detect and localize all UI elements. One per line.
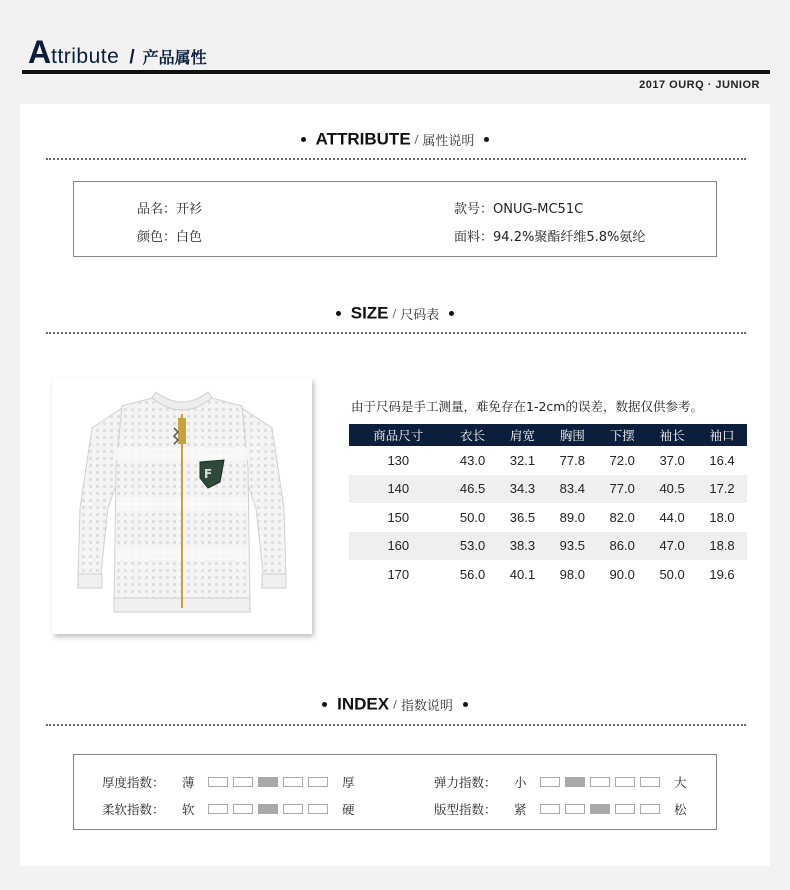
size-table-cell: 77.8 [559, 452, 585, 468]
scale-step [540, 777, 560, 787]
size-heading-en: SIZE [350, 303, 389, 323]
attribute-heading-cn: 属性说明 [422, 134, 475, 149]
elasticity-index-label: 弹力指数： [434, 775, 497, 790]
size-heading-slash: / [392, 307, 397, 320]
scale-step [590, 777, 610, 787]
size-table-cell: 46.5 [448, 475, 498, 504]
attribute-fabric [454, 226, 645, 245]
fit-index-scale [540, 804, 660, 814]
scale-step [615, 804, 635, 814]
fit-index-high: 松 [674, 802, 687, 817]
scale-step [233, 777, 253, 787]
scale-step [283, 804, 303, 814]
index-dotted-divider [46, 724, 746, 726]
size-table-cell: 56.0 [459, 566, 486, 582]
size-table-header-cell: 袖口 [697, 424, 747, 446]
thickness-index-scale [208, 777, 328, 787]
softness-index-high: 硬 [342, 802, 355, 817]
size-table-header-cell: 商品尺寸 [349, 424, 448, 446]
heading-dot [449, 311, 454, 316]
size-table-cell: 170 [387, 566, 410, 582]
product-photo [52, 378, 312, 634]
size-table-cell: 83.4 [547, 475, 597, 504]
thickness-index-high: 厚 [342, 775, 355, 790]
scale-step [540, 804, 560, 814]
heading-dot [484, 137, 489, 142]
header-title-initial: A [28, 34, 52, 70]
size-table-cell: 130 [387, 452, 410, 468]
size-table-cell: 40.5 [647, 475, 697, 504]
size-table-cell: 44.0 [659, 509, 685, 525]
size-table-row [349, 503, 747, 532]
thickness-index [102, 773, 355, 791]
size-table-cell: 86.0 [597, 532, 647, 561]
size-table-row [349, 446, 747, 475]
scale-step-active [258, 804, 278, 814]
size-table-cell: 38.3 [497, 532, 547, 561]
size-table-header-cell: 袖长 [647, 424, 697, 446]
page-header [0, 0, 790, 100]
heading-dot [463, 702, 468, 707]
attribute-heading-en: ATTRIBUTE [315, 129, 411, 149]
elasticity-index-scale [540, 777, 660, 787]
size-table-header-cell: 衣长 [448, 424, 498, 446]
size-table-header-cell: 下摆 [597, 424, 647, 446]
size-table-row [349, 532, 747, 561]
size-dotted-divider [46, 332, 746, 334]
size-table-cell: 43.0 [459, 452, 486, 468]
elasticity-index [434, 773, 687, 791]
scale-step [565, 804, 585, 814]
heading-dot [336, 311, 341, 316]
attribute-name-value: 开衫 [176, 202, 203, 217]
attribute-name-label: 品名： [137, 202, 177, 217]
index-section-heading [0, 694, 790, 715]
size-table-cell: 140 [349, 475, 448, 504]
size-table-cell: 37.0 [659, 452, 685, 468]
size-section-heading [0, 303, 790, 324]
attribute-color-label: 颜色： [137, 230, 177, 245]
attribute-section-heading [0, 129, 790, 150]
size-note: 由于尺码是手工测量，难免存在1-2cm的误差，数据仅供参考。 [351, 399, 703, 414]
size-table-cell: 89.0 [559, 509, 585, 525]
attribute-model-value: ONUG-MC51C [493, 202, 584, 217]
size-table-cell: 18.0 [709, 509, 735, 525]
scale-step [283, 777, 303, 787]
fit-index-low: 紧 [514, 802, 527, 817]
attribute-color [137, 226, 202, 245]
header-subtitle: 2017 OURQ · JUNIOR [639, 79, 760, 91]
header-title-cn: 产品属性 [142, 50, 207, 67]
size-table-cell: 77.0 [597, 475, 647, 504]
scale-step [308, 777, 328, 787]
softness-index-low: 软 [182, 802, 195, 817]
scale-step-active [590, 804, 610, 814]
scale-step [308, 804, 328, 814]
elasticity-index-high: 大 [674, 775, 687, 790]
attribute-fabric-value: 94.2%聚酯纤维5.8%氨纶 [493, 230, 646, 245]
size-table-cell: 40.1 [509, 566, 536, 582]
scale-step [640, 804, 660, 814]
header-title-slash: / [129, 47, 135, 68]
scale-step [208, 804, 228, 814]
header-title [28, 34, 207, 71]
elasticity-index-low: 小 [514, 775, 527, 790]
cardigan-illustration [52, 378, 312, 634]
size-table-cell: 32.1 [509, 452, 536, 468]
size-table-cell: 50.0 [659, 566, 685, 582]
size-table-cell: 98.0 [559, 566, 585, 582]
softness-index-label: 柔软指数： [102, 802, 165, 817]
attribute-fabric-label: 面料： [454, 230, 494, 245]
size-table-cell: 19.6 [709, 566, 735, 582]
scale-step [615, 777, 635, 787]
size-table-cell: 90.0 [609, 566, 635, 582]
index-heading-en: INDEX [337, 694, 390, 714]
attribute-heading-slash: / [414, 133, 419, 146]
index-box [73, 754, 717, 830]
heading-dot [301, 137, 306, 142]
softness-index [102, 800, 355, 818]
scale-step [208, 777, 228, 787]
thickness-index-low: 薄 [182, 775, 195, 790]
attribute-color-value: 白色 [176, 230, 203, 245]
scale-step-active [258, 777, 278, 787]
size-table-cell: 82.0 [609, 509, 635, 525]
attribute-box [73, 181, 717, 257]
attribute-model-label: 款号： [454, 202, 494, 217]
header-title-rest: ttribute [51, 45, 120, 68]
scale-step-active [565, 777, 585, 787]
fit-index [434, 800, 687, 818]
attribute-dotted-divider [46, 158, 746, 160]
size-table-cell: 34.3 [497, 475, 547, 504]
attribute-model [454, 198, 583, 217]
fit-index-label: 版型指数： [434, 802, 497, 817]
scale-step [640, 777, 660, 787]
size-table-cell: 16.4 [709, 452, 735, 468]
attribute-name [137, 198, 202, 217]
size-table-header-cell: 肩宽 [497, 424, 547, 446]
size-table-cell: 17.2 [697, 475, 747, 504]
index-heading-cn: 指数说明 [400, 699, 453, 714]
size-table-cell: 160 [349, 532, 448, 561]
size-table-cell: 36.5 [509, 509, 536, 525]
size-table-row [349, 560, 747, 589]
size-heading-cn: 尺码表 [400, 308, 440, 323]
heading-dot [322, 702, 327, 707]
svg-text:F: F [204, 467, 213, 481]
size-table-cell: 53.0 [448, 532, 498, 561]
size-table-header [349, 424, 747, 446]
size-table-cell: 47.0 [647, 532, 697, 561]
size-table-cell: 18.8 [697, 532, 747, 561]
size-table-cell: 72.0 [609, 452, 635, 468]
size-table-row [349, 475, 747, 504]
softness-index-scale [208, 804, 328, 814]
size-table [349, 424, 747, 589]
thickness-index-label: 厚度指数： [102, 775, 165, 790]
size-table-cell: 150 [387, 509, 410, 525]
scale-step [233, 804, 253, 814]
size-table-header-cell: 胸围 [547, 424, 597, 446]
header-divider [22, 70, 770, 74]
size-table-cell: 50.0 [459, 509, 486, 525]
index-heading-slash: / [393, 698, 397, 711]
size-table-cell: 93.5 [547, 532, 597, 561]
